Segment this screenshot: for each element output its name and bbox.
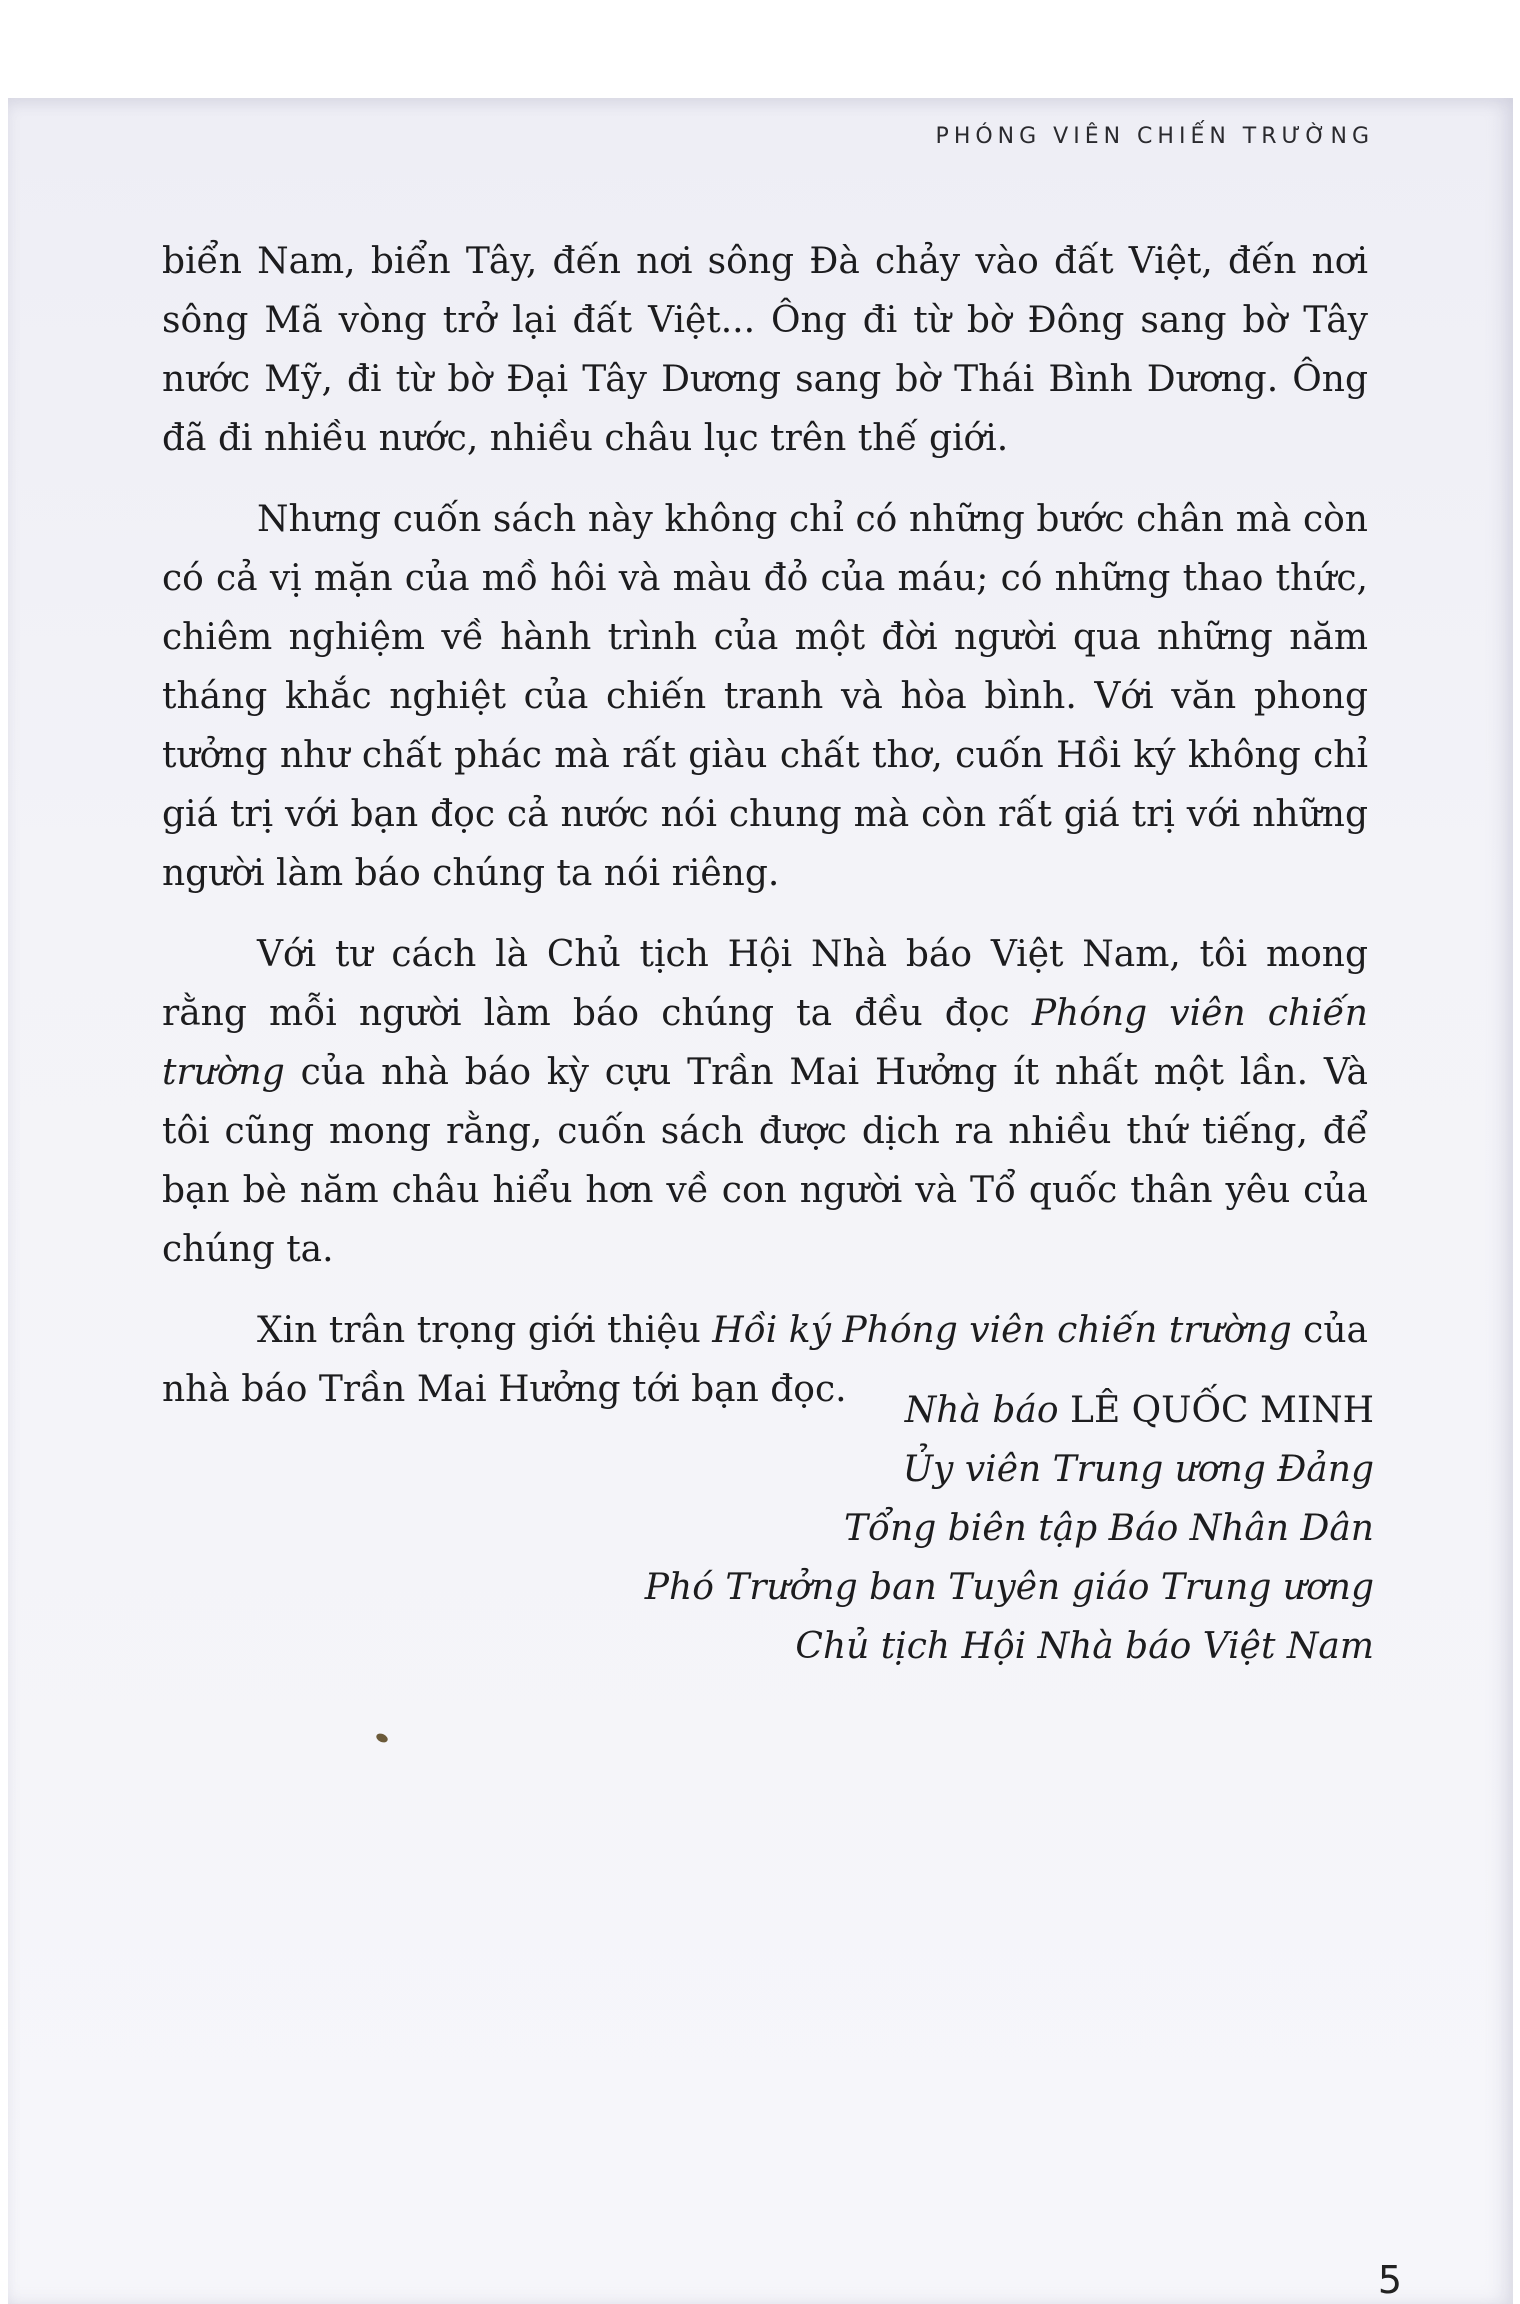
signature-name: LÊ QUỐC MINH xyxy=(1070,1390,1374,1431)
paragraph-2: Nhưng cuốn sách này không chỉ có những bước chân mà còn có cả vị mặn của mồ hôi và màu đỏ của máu; có những thao thức, chiêm nghiệm về hành trình của một đời người qua những năm tháng khắc nghiệt của chiến tranh và hòa bình. Với văn phong tưởng như chất phác mà rất giàu chất thơ, cuốn Hồi ký không chỉ giá trị với bạn đọc cả nước nói chung mà còn rất giá trị với những người làm báo chúng ta nói riêng. xyxy=(162,499,1368,894)
signature-block xyxy=(645,1381,1374,1676)
signature-prefix: Nhà báo xyxy=(904,1390,1059,1431)
signature-author-line xyxy=(645,1381,1374,1440)
paragraph-1: biển Nam, biển Tây, đến nơi sông Đà chảy vào đất Việt, đến nơi sông Mã vòng trở lại đất Việt... Ông đi từ bờ Đông sang bờ Tây nước Mỹ, đi từ bờ Đại Tây Dương sang bờ Thái Bình Dương. Ông đã đi nhiều nước, nhiều châu lục trên thế giới. xyxy=(162,241,1368,459)
memoir-title-italic: Hồi ký Phóng viên chiến trường xyxy=(712,1310,1292,1351)
page-number: 5 xyxy=(1377,2258,1402,2302)
paragraph-3 xyxy=(162,925,1368,1279)
paragraph-4-before: Xin trân trọng giới thiệu xyxy=(257,1310,713,1351)
running-header: PHÓNG VIÊN CHIẾN TRƯỜNG xyxy=(935,124,1374,149)
signature-title-3: Phó Trưởng ban Tuyên giáo Trung ương xyxy=(644,1567,1374,1608)
signature-title-1: Ủy viên Trung ương Đảng xyxy=(902,1449,1374,1490)
paragraph-4-after: của nhà báo Trần Mai Hưởng tới bạn đọc. xyxy=(162,1310,1368,1410)
signature-title-2: Tổng biên tập Báo Nhân Dân xyxy=(844,1508,1374,1549)
paragraph-3-before: Với tư cách là Chủ tịch Hội Nhà báo Việt Nam, tôi mong rằng mỗi người làm báo chúng ta đều đọc xyxy=(162,934,1368,1034)
signature-title-4: Chủ tịch Hội Nhà báo Việt Nam xyxy=(795,1626,1374,1667)
book-title-italic: Phóng viên chiến trường xyxy=(162,993,1368,1093)
body-text xyxy=(162,232,1368,1441)
paragraph-3-after: của nhà báo kỳ cựu Trần Mai Hưởng ít nhất một lần. Và tôi cũng mong rằng, cuốn sách được dịch ra nhiều thứ tiếng, để bạn bè năm châu hiểu hơn về con người và Tổ quốc thân yêu của chúng ta. xyxy=(162,1052,1368,1270)
